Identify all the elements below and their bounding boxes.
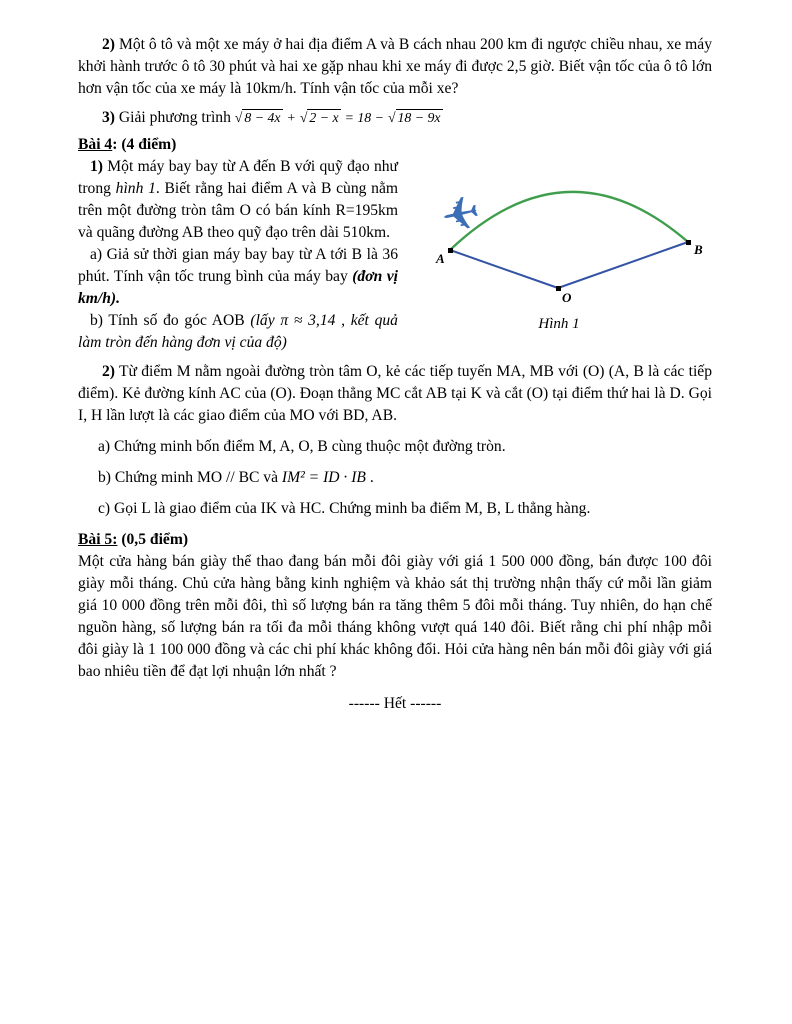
b4q2-part-b-formula: IM² = ID · IB (281, 468, 366, 486)
pi-approximation: π ≈ 3,14 (280, 311, 336, 329)
b4q1-figure-ref: hình 1 (115, 179, 156, 197)
b4q2-text: Từ điểm M nằm ngoài đường tròn tâm O, kẻ các tiếp tuyến MA, MB với (O) (A, B là các tiếp điểm). Kẻ đường kính AC của (O). Đoạn thẳng MC cắt AB tại K và cắt (O) tại điểm thứ hai là D. Gọi I, H lần lượt là các giao điểm của MO với BD, AB. (78, 362, 712, 424)
b4q1-part-b-note-1: (lấy (250, 311, 281, 329)
b4q2-part-c: c) Gọi L là giao điểm của IK và HC. Chứng minh ba điểm M, B, L thẳng hàng. (98, 499, 591, 517)
bai-5-body: Một cửa hàng bán giày thể thao đang bán mỗi đôi giày với giá 1 500 000 đồng, bán được 100 đôi giày mỗi tháng. Chủ cửa hàng bằng kinh nghiệm và khảo sát thị trường nhận thấy cứ mỗi lần giảm giá 10 000 đồng trên mỗi đôi, thì số lượng bán ra tăng thêm 5 đôi mỗi tháng. Tuy nhiên, do hạn chế nguồn hàng, số lượng bán ra tối đa mỗi tháng không vượt quá 140 đôi. Biết rằng chi phí nhập mỗi đôi giày là 1 100 000 đồng và các chi phí khác không đổi. Hỏi cửa hàng nên bán mỗi đôi giày với giá bao nhiêu tiền để đạt lợi nhuận lớn nhất ? (78, 552, 712, 680)
b4q2-part-b-text: b) Chứng minh MO // BC và (98, 468, 282, 486)
figure-caption: Hình 1 (538, 315, 580, 332)
point-a-label: A (436, 250, 445, 266)
bai-5-title: Bài 5: (78, 530, 118, 548)
b4q2-part-a: a) Chứng minh bốn điểm M, A, O, B cùng thuộc một đường tròn. (98, 437, 506, 455)
bai-5-points: (0,5 điểm) (117, 530, 189, 548)
b4q2-part-b (78, 467, 712, 489)
radicand-2: 2 − x (309, 109, 339, 125)
b4q1-number: 1) (90, 157, 103, 175)
equation: √ 8 − 4x + √ 2 − x = 18 − √ 18 − 9x (234, 109, 441, 125)
airplane-icon: ✈ (436, 183, 486, 245)
b4q2-number: 2) (102, 362, 115, 380)
b4q1-part-b-note-2: , kết quả làm tròn đến hàng đơn vị của độ) (78, 311, 398, 351)
bai-4-points: : (4 điểm) (112, 135, 177, 153)
point-b-marker (686, 240, 691, 245)
b4q1-part-b-text: b) Tính số đo góc AOB (90, 311, 251, 329)
end-marker: ------ Hết ------ (348, 694, 442, 712)
flight-arc (450, 192, 688, 250)
radicand-1: 8 − 4x (244, 109, 281, 125)
radius-line-ao (450, 250, 558, 288)
operator-equals: = 18 − (344, 109, 384, 125)
point-o-label: O (562, 289, 572, 305)
problem-2-number: 2) (102, 36, 115, 53)
radius-line-ob (558, 242, 688, 288)
problem-2-text: Một ô tô và một xe máy ở hai địa điểm A và B cách nhau 200 km đi ngược chiều nhau, xe máy khởi hành trước ô tô 30 phút và hai xe gặp nhau khi xe máy đi được 2,5 giờ. Biết vận tốc của ô tô lớn hơn vận tốc của xe máy là 10km/h. Tính vận tốc của mỗi xe? (78, 36, 712, 97)
b4q1-part-a-unit: (đơn vị km/h). (78, 267, 398, 307)
b4q2-part-b-end: . (365, 468, 374, 486)
point-b-label: B (694, 241, 703, 257)
figure-hinh-1 (406, 170, 712, 335)
point-o-marker (556, 286, 561, 291)
bai-4-heading (78, 134, 712, 156)
problem-3-lead: Giải phương trình (115, 108, 235, 126)
radicand-3: 18 − 9x (397, 109, 441, 125)
bai-4-title: Bài 4 (78, 135, 113, 153)
b4q1-text-1: Một máy bay bay từ A đến B với quỹ đạo như trong (78, 157, 398, 197)
bai-5-heading (78, 529, 712, 551)
bai-4-question-1-block (78, 156, 712, 354)
operator-plus: + (286, 109, 296, 125)
b4q2-paragraph (78, 361, 712, 427)
point-a-marker (448, 248, 453, 253)
flight-path-diagram (406, 170, 712, 312)
b4q1-text-2: . Biết rằng hai điểm A và B cùng nằm trên một đường tròn tâm O có bán kính R=195km và quãng đường AB theo quỹ đạo trên dài 510km. (78, 179, 398, 241)
b4q1-part-a-text: a) Giả sử thời gian máy bay bay từ A tới B là 36 phút. Tính vận tốc trung bình của máy bay (78, 245, 398, 285)
problem-3-number: 3) (102, 108, 115, 126)
problem-2-paragraph (78, 34, 712, 100)
problem-3-paragraph (78, 107, 712, 129)
